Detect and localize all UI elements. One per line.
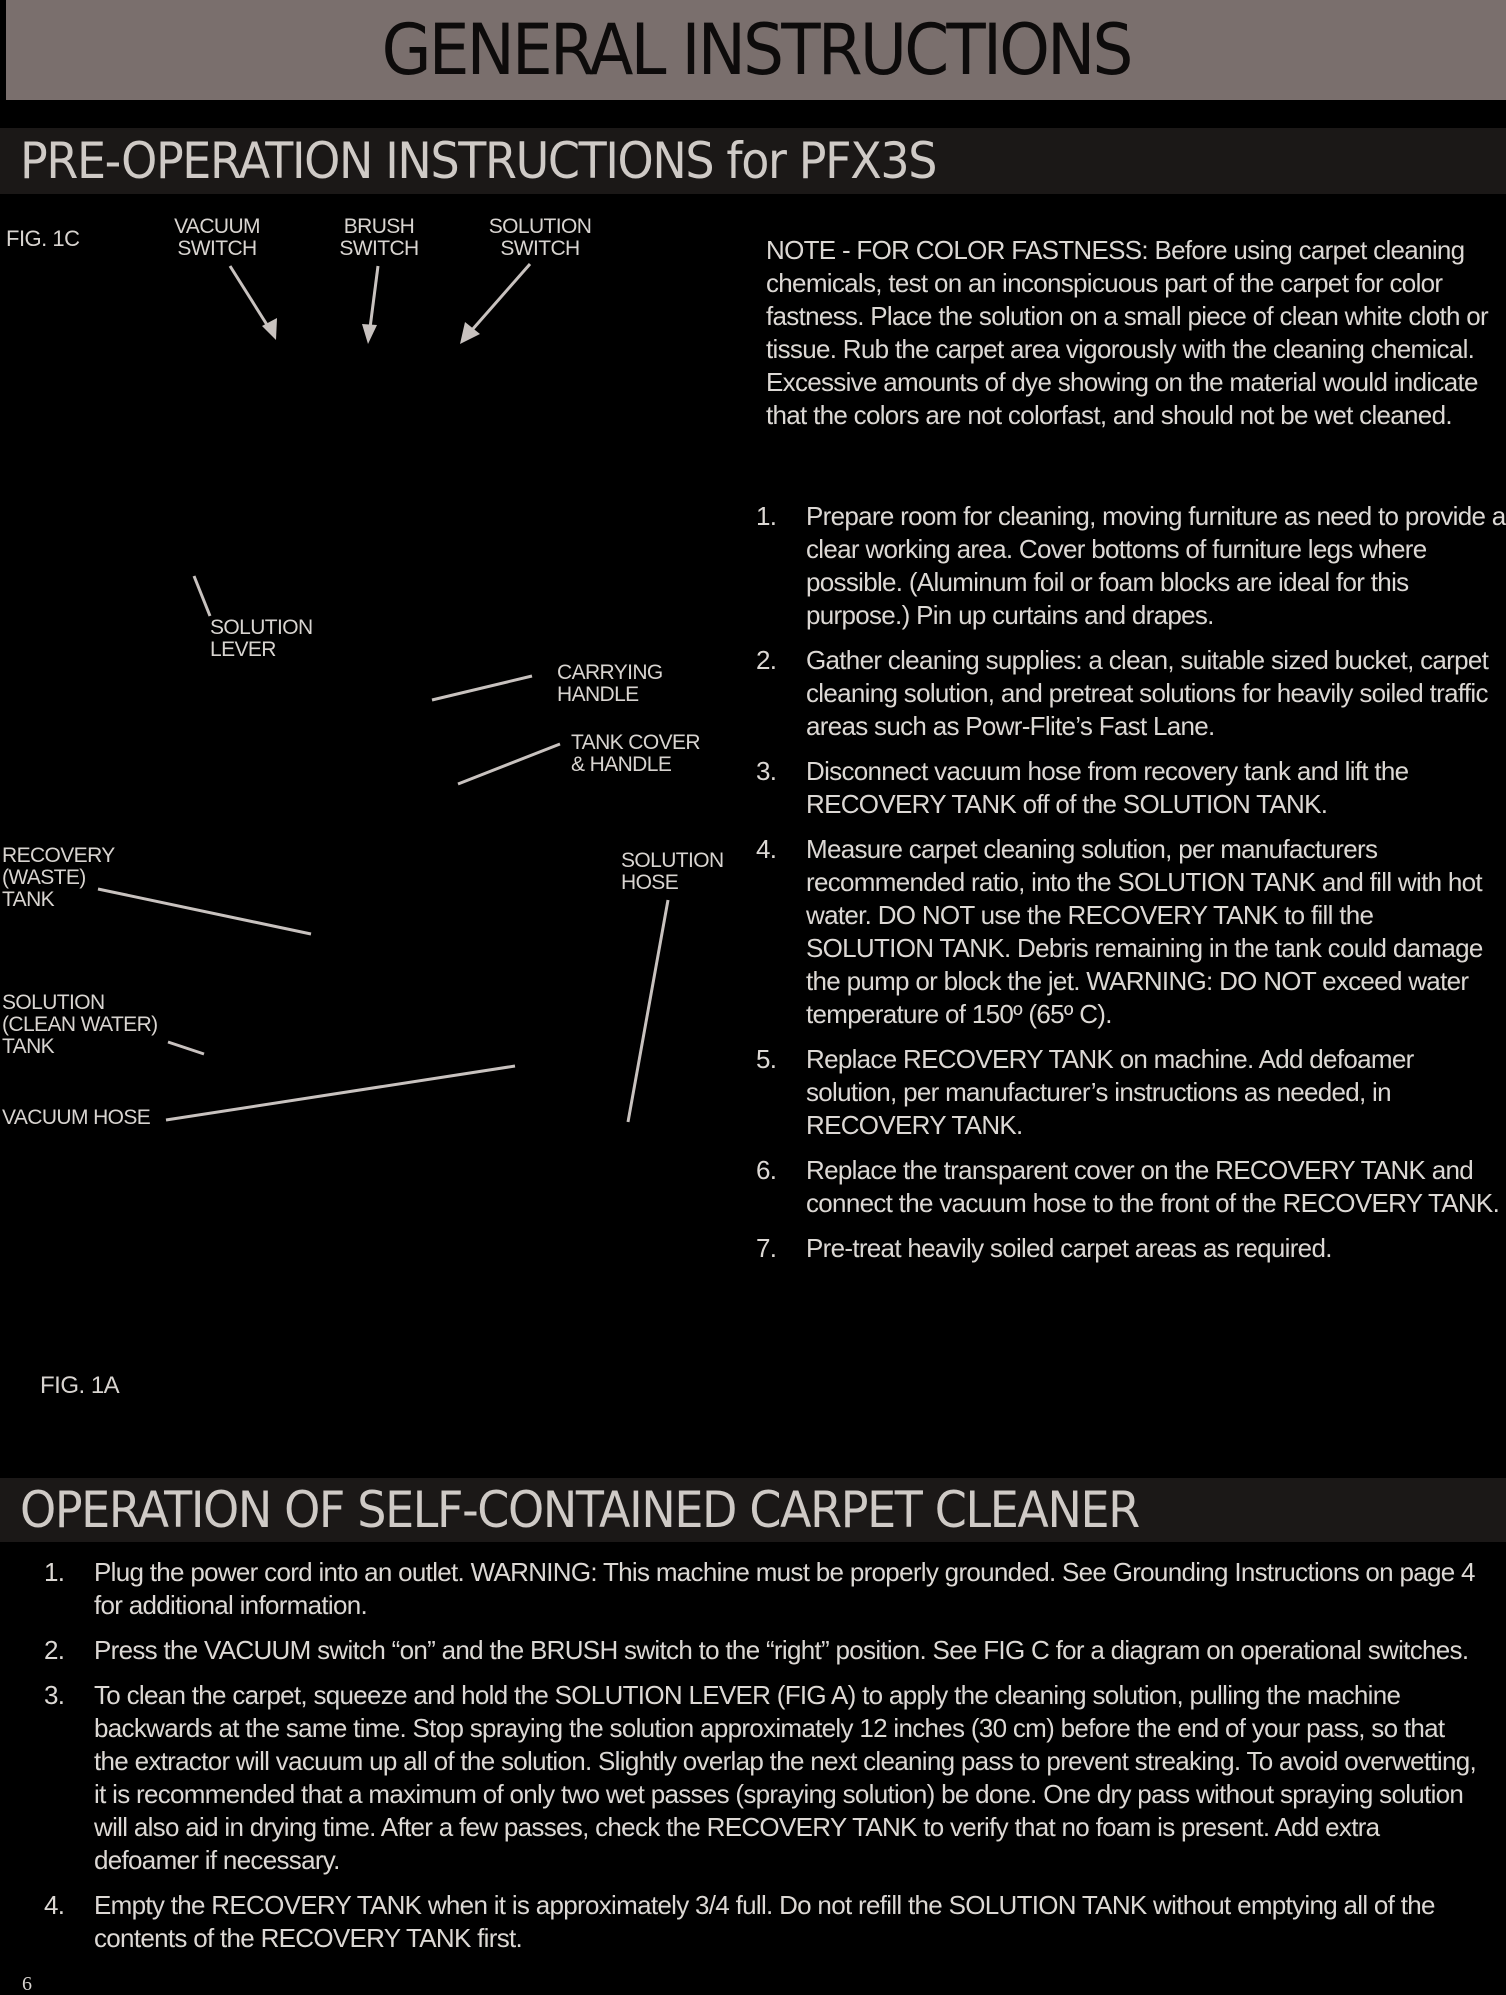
vacuum-switch-arrow [230, 266, 269, 328]
carrying-handle-leader [432, 676, 532, 700]
list-item [756, 833, 1506, 1031]
step-text: Replace the transparent cover on the RECOVERY TANK and connect the vacuum hose to the front of the RECOVERY TANK. [806, 1155, 1500, 1218]
solution-switch-label-line2: SWITCH [500, 237, 580, 260]
brush-switch-label-line1: BRUSH [343, 215, 415, 238]
carrying-handle-label-line1: CARRYING [557, 661, 663, 684]
solution-tank-label-line1: SOLUTION [2, 991, 105, 1014]
solution-lever-leader [194, 576, 210, 616]
fig-1c-label: FIG. 1C [6, 226, 80, 251]
pre-operation-header [0, 128, 1506, 194]
tank-cover-label-line1: TANK COVER [571, 731, 700, 754]
brush-switch-arrowhead [362, 324, 377, 344]
step-text: Plug the power cord into an outlet. WARNING: This machine must be properly grounded. See Grounding Instructions on page 4 for additional information. [94, 1557, 1475, 1620]
solution-switch-label-line1: SOLUTION [488, 215, 592, 238]
step-text: Empty the RECOVERY TANK when it is approximately 3/4 full. Do not refill the SOLUTION TANK without emptying all of the contents of the RECOVERY TANK first. [94, 1890, 1435, 1953]
step-number: 1. [44, 1557, 65, 1587]
step-number: 2. [44, 1635, 65, 1665]
pre-operation-steps [756, 500, 1506, 1277]
recovery-tank-label-line3: TANK [2, 888, 55, 911]
operation-title: OPERATION OF SELF-CONTAINED CARPET CLEANER [20, 1481, 1139, 1539]
solution-switch-label [478, 216, 602, 260]
brush-switch-label-line2: SWITCH [339, 237, 419, 260]
solution-switch-arrowhead [460, 322, 480, 344]
list-item [756, 644, 1506, 743]
step-number: 7. [756, 1233, 777, 1263]
pre-operation-title: PRE-OPERATION INSTRUCTIONS for PFX3S [20, 132, 937, 190]
carrying-handle-label-line2: HANDLE [557, 683, 639, 706]
carrying-handle-label [557, 662, 663, 706]
brush-switch-arrow [370, 266, 378, 328]
color-fastness-note: NOTE - FOR COLOR FASTNESS: Before using carpet cleaning chemicals, test on an inconspicuous part of the carpet for color fastness. Place the solution on a small piece of clean white cloth or tissue. Rub the carpet area vigorously with the cleaning chemical. Excessive amounts of dye showing on the material would indicate that the colors are not colorfast, and should not be wet cleaned. [766, 235, 1489, 430]
step-number: 3. [44, 1680, 65, 1710]
step-text: Pre-treat heavily soiled carpet areas as required. [806, 1233, 1332, 1263]
solution-lever-label-line2: LEVER [210, 638, 276, 661]
operation-header [0, 1478, 1506, 1542]
step-text: To clean the carpet, squeeze and hold the SOLUTION LEVER (FIG A) to apply the cleaning solution, pulling the machine backwards at the same time. Stop spraying the solution approximately 12 inches (30 cm) before the end of your pass, so that the extractor will vacuum up all of the solution. Slightly overlap the next cleaning pass to prevent streaking. To avoid overwetting, it is recommended that a maximum of only two wet passes (spraying solution) be done. One dry pass without spraying solution will also aid in drying time. After a few passes, check the RECOVERY TANK to verify that no foam is present. Add extra defoamer if necessary. [94, 1680, 1477, 1875]
step-number: 6. [756, 1155, 777, 1185]
step-number: 1. [756, 501, 777, 531]
step-number: 5. [756, 1044, 777, 1074]
solution-hose-leader [628, 900, 668, 1122]
page-number: 6 [22, 1973, 32, 1995]
solution-lever-label [210, 617, 313, 661]
tank-cover-label [571, 732, 700, 776]
page-title: GENERAL INSTRUCTIONS [381, 9, 1131, 91]
step-text: Measure carpet cleaning solution, per manufacturers recommended ratio, into the SOLUTION TANK and fill with hot water. DO NOT use the RECOVERY TANK to fill the SOLUTION TANK. Debris remaining in the tank could damage the pump or block the jet. WARNING: DO NOT exceed water temperature of 150º (65º C). [806, 834, 1483, 1029]
vacuum-hose-label: VACUUM HOSE [2, 1106, 151, 1129]
step-text: Gather cleaning supplies: a clean, suitable sized bucket, carpet cleaning solution, and pretreat solutions for heavily soiled traffic areas such as Powr-Flite’s Fast Lane. [806, 645, 1489, 741]
step-number: 4. [44, 1890, 65, 1920]
fig-1a-label: FIG. 1A [40, 1372, 120, 1399]
solution-lever-label-line1: SOLUTION [210, 616, 313, 639]
recovery-tank-leader [98, 889, 311, 934]
list-item [44, 1679, 1484, 1877]
step-text: Prepare room for cleaning, moving furniture as need to provide a clear working area. Cover bottoms of furniture legs where possible. (Aluminum foil or foam blocks are ideal for this purpose.) Pin up curtains and drapes. [806, 501, 1506, 630]
step-text: Disconnect vacuum hose from recovery tank and lift the RECOVERY TANK off of the SOLUTION TANK. [806, 756, 1409, 819]
step-number: 3. [756, 756, 777, 786]
recovery-tank-label-line1: RECOVERY [2, 844, 115, 867]
recovery-tank-label [2, 845, 115, 911]
solution-tank-leader [168, 1042, 204, 1054]
step-text: Replace RECOVERY TANK on machine. Add defoamer solution, per manufacturer’s instructions as needed, in RECOVERY TANK. [806, 1044, 1414, 1140]
solution-hose-label-line2: HOSE [621, 871, 679, 894]
step-number: 4. [756, 834, 777, 864]
tank-cover-leader [458, 744, 560, 784]
list-item [44, 1889, 1484, 1955]
solution-tank-label-line3: TANK [2, 1035, 55, 1058]
list-item [44, 1634, 1484, 1667]
solution-tank-label-line2: (CLEAN WATER) [2, 1013, 158, 1036]
tank-cover-label-line2: & HANDLE [571, 753, 672, 776]
step-number: 2. [756, 645, 777, 675]
list-item [756, 1043, 1506, 1142]
solution-hose-label-line1: SOLUTION [621, 849, 724, 872]
list-item [756, 755, 1506, 821]
operation-steps [44, 1556, 1484, 1967]
vacuum-switch-arrowhead [262, 318, 277, 340]
list-item [756, 1232, 1506, 1265]
list-item [756, 1154, 1506, 1220]
list-item [44, 1556, 1484, 1622]
brush-switch-label [320, 216, 438, 260]
vacuum-switch-label [158, 216, 276, 260]
vacuum-switch-label-line2: SWITCH [177, 237, 257, 260]
list-item [756, 500, 1506, 632]
recovery-tank-label-line2: (WASTE) [2, 866, 86, 889]
step-text: Press the VACUUM switch “on” and the BRUSH switch to the “right” position. See FIG C for a diagram on operational switches. [94, 1635, 1469, 1665]
vacuum-hose-leader [166, 1066, 515, 1120]
solution-hose-label [621, 850, 724, 894]
solution-tank-label [2, 992, 158, 1058]
solution-switch-arrow [472, 264, 530, 330]
title-banner [6, 0, 1506, 100]
vacuum-switch-label-line1: VACUUM [174, 215, 260, 238]
